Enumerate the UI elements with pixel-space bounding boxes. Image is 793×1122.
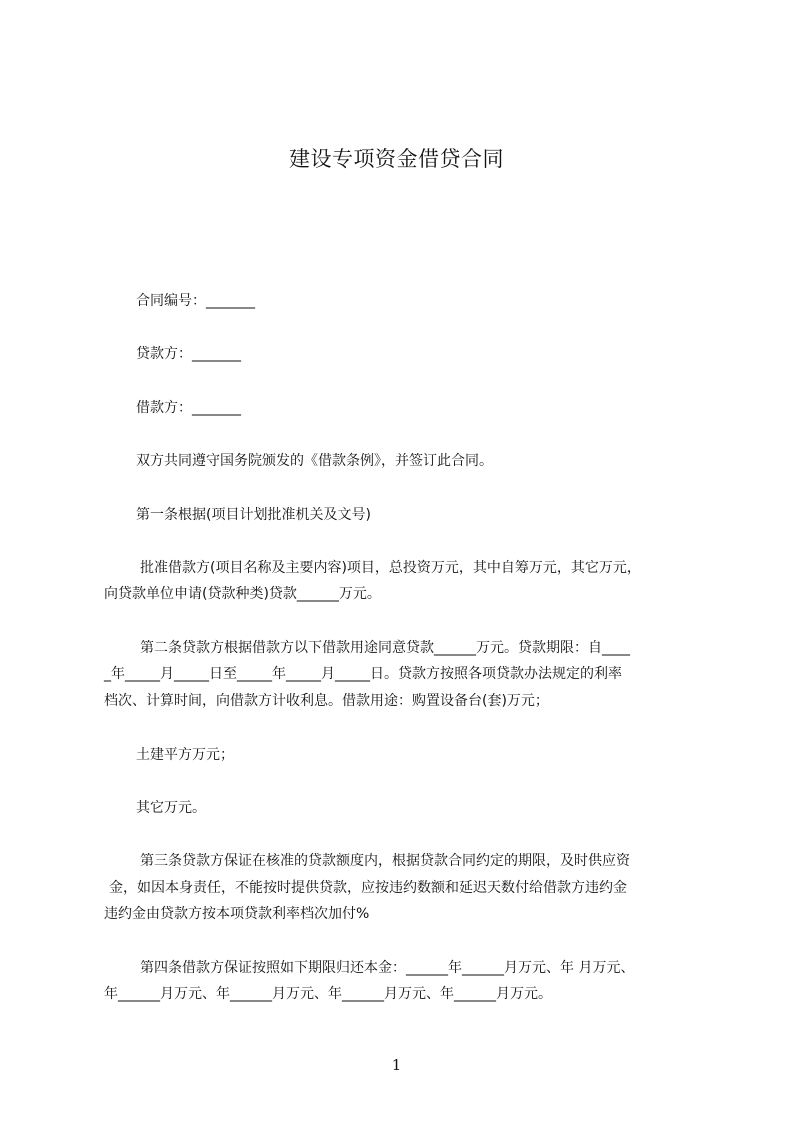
borrower-field: 借款方：_______ [136,400,241,416]
contract-number-field: 合同编号：_______ [136,293,255,309]
article1-line2: 向贷款单位申请(贷款种类)贷款______万元。 [104,586,381,602]
article2-other: 其它万元。 [136,800,206,816]
article3-line3: 违约金由贷款方按本项贷款利率档次加付% [104,906,370,922]
article4-line2: 年______月万元、年______月万元、年______月万元、年______月万元。 [104,986,552,1002]
article4-line1: 第四条借款方保证按照如下期限归还本金：______年______月万元、年 月万元、 [140,960,635,976]
article2-civil: 土建平方万元； [136,747,234,763]
page-number: 1 [391,1056,402,1074]
intro-paragraph: 双方共同遵守国务院颁发的《借款条例》，并签订此合同。 [136,453,493,469]
article2-line1: 第二条贷款方根据借款方以下借款用途同意贷款______万元。贷款期限：自____ [140,640,630,656]
article3-line2: 金，如因本身责任，不能按时提供贷款，应按违约数额和延迟天数付给借款方违约金 [109,880,627,896]
document-title: 建设专项资金借贷合同 [289,147,504,171]
article2-line2: _年_____月_____日至_____年_____月_____日。贷款方按照各项贷款办法规定的利率 [104,666,622,682]
article1-heading: 第一条根据(项目计划批准机关及文号) [136,507,371,523]
article1-line1: 批准借款方(项目名称及主要内容)项目，总投资万元，其中自筹万元，其它万元， [140,560,641,576]
article2-line3: 档次、计算时间，向借款方计收利息。借款用途：购置设备台(套)万元； [104,693,549,709]
lender-field: 贷款方：_______ [136,346,241,362]
article3-line1: 第三条贷款方保证在核准的贷款额度内，根据贷款合同约定的期限，及时供应资 [140,853,630,869]
